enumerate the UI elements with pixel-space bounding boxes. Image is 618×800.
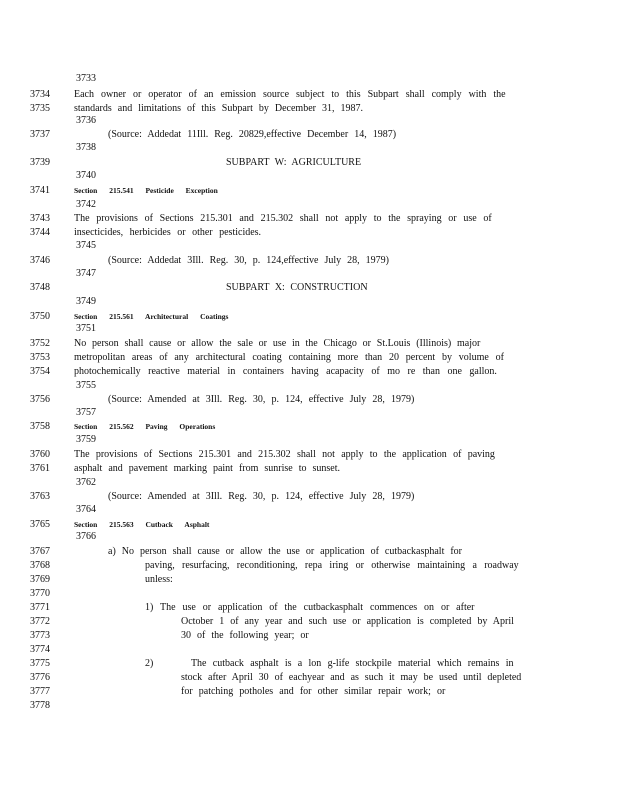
line-number: 3775 (30, 658, 50, 669)
line-text: 2) The cutback asphalt is a lon g-life stockpile material which remains in (145, 658, 514, 669)
document-line (0, 420, 618, 434)
document-line (0, 448, 618, 462)
document-line (0, 503, 618, 517)
line-number: 3777 (30, 686, 50, 697)
document-line (0, 267, 618, 281)
line-text: paving, resurfacing, reconditioning, repa iring or otherwise maintaining a roadway (145, 560, 519, 571)
document-line (0, 337, 618, 351)
blank-line-number: 3747 (76, 268, 96, 279)
line-number: 3735 (30, 103, 50, 114)
line-number: 3750 (30, 311, 50, 322)
line-number: 3765 (30, 519, 50, 530)
line-number: 3734 (30, 89, 50, 100)
line-text: The provisions of Sections 215.301 and 215.302 shall not apply to the spraying or use of (74, 213, 492, 224)
document-line (0, 156, 618, 170)
line-number: 3743 (30, 213, 50, 224)
blank-line-number: 3745 (76, 240, 96, 251)
blank-line-number: 3738 (76, 142, 96, 153)
blank-line-number: 3749 (76, 296, 96, 307)
blank-line-number: 3755 (76, 380, 96, 391)
line-number: 3748 (30, 282, 50, 293)
blank-line-number: 3742 (76, 199, 96, 210)
line-text: October 1 of any year and such use or application is completed by April (181, 616, 514, 627)
line-number: 3772 (30, 616, 50, 627)
document-line (0, 212, 618, 226)
document-line (0, 545, 618, 559)
document-line (0, 184, 618, 198)
line-number: 3739 (30, 157, 50, 168)
document-line (0, 587, 618, 601)
line-number: 3763 (30, 491, 50, 502)
document-line (0, 462, 618, 476)
blank-line-number: 3762 (76, 477, 96, 488)
document-line (0, 114, 618, 128)
document-line (0, 559, 618, 573)
document-line (0, 239, 618, 253)
document-line (0, 643, 618, 657)
line-number: 3741 (30, 185, 50, 196)
line-number: 3776 (30, 672, 50, 683)
line-number: 3752 (30, 338, 50, 349)
line-text: asphalt and pavement marking paint from sunrise to sunset. (74, 463, 341, 474)
document-line (0, 476, 618, 490)
line-text: for patching potholes and for other similar repair work; or (181, 686, 446, 697)
line-number: 3769 (30, 574, 50, 585)
line-number: 3767 (30, 546, 50, 557)
line-text: (Source: Amended at 3Ill. Reg. 30, p. 124, effective July 28, 1979) (108, 491, 415, 502)
document-line (0, 198, 618, 212)
line-number: 3770 (30, 588, 50, 599)
document-line (0, 351, 618, 365)
blank-line-number: 3764 (76, 504, 96, 515)
blank-line-number: 3766 (76, 531, 96, 542)
document-line (0, 322, 618, 336)
line-text: (Source: Amended at 3Ill. Reg. 30, p. 124, effective July 28, 1979) (108, 394, 415, 405)
subpart-heading: SUBPART W: AGRICULTURE (226, 157, 362, 168)
line-text: No person shall cause or allow the sale or use in the Chicago or St.Louis (Illinois) major (74, 338, 481, 349)
document-line (0, 530, 618, 544)
line-text: insecticides, herbicides or other pesticides. (74, 227, 262, 238)
line-text: standards and limitations of this Subpart by December 31, 1987. (74, 103, 363, 114)
line-number: 3756 (30, 394, 50, 405)
line-text: photochemically reactive material in containers having acapacity of mo re than one gallon. (74, 366, 497, 377)
document-line (0, 601, 618, 615)
line-text: unless: (145, 574, 173, 585)
line-number: 3754 (30, 366, 50, 377)
line-text: metropolitan areas of any architectural coating containing more than 20 percent by volume of (74, 352, 504, 363)
document-line (0, 128, 618, 142)
document-line (0, 72, 618, 86)
blank-line-number: 3751 (76, 323, 96, 334)
line-number: 3737 (30, 129, 50, 140)
line-text: (Source: Addedat 11Ill. Reg. 20829,effective December 14, 1987) (108, 129, 397, 140)
document-line (0, 393, 618, 407)
document-line (0, 685, 618, 699)
line-number: 3778 (30, 700, 50, 711)
document-line (0, 406, 618, 420)
line-text: 1) The use or application of the cutbackasphalt commences on or after (145, 602, 475, 613)
blank-line-number: 3740 (76, 170, 96, 181)
document-line (0, 490, 618, 504)
section-heading: Section 215.562 Paving Operations (74, 422, 216, 431)
line-text: 30 of the following year; or (181, 630, 309, 641)
line-number: 3746 (30, 255, 50, 266)
document-line (0, 169, 618, 183)
line-text: a) No person shall cause or allow the use or application of cutbackasphalt for (108, 546, 463, 557)
document-line (0, 573, 618, 587)
document-line (0, 379, 618, 393)
blank-line-number: 3733 (76, 73, 96, 84)
line-number: 3758 (30, 421, 50, 432)
line-number: 3744 (30, 227, 50, 238)
document-line (0, 141, 618, 155)
section-heading: Section 215.563 Cutback Asphalt (74, 520, 210, 529)
document-line (0, 629, 618, 643)
document-line (0, 433, 618, 447)
document-line (0, 254, 618, 268)
line-text: stock after April 30 of eachyear and as such it may be used until depleted (181, 672, 522, 683)
line-text: Each owner or operator of an emission source subject to this Subpart shall comply with the (74, 89, 506, 100)
document-line (0, 699, 618, 713)
subpart-heading: SUBPART X: CONSTRUCTION (226, 282, 368, 293)
document-line (0, 671, 618, 685)
line-number: 3761 (30, 463, 50, 474)
blank-line-number: 3757 (76, 407, 96, 418)
line-text: The provisions of Sections 215.301 and 215.302 shall not apply to the application of paving (74, 449, 495, 460)
line-number: 3768 (30, 560, 50, 571)
blank-line-number: 3736 (76, 115, 96, 126)
line-text: (Source: Addedat 3Ill. Reg. 30, p. 124,effective July 28, 1979) (108, 255, 389, 266)
document-line (0, 295, 618, 309)
line-number: 3760 (30, 449, 50, 460)
line-number: 3753 (30, 352, 50, 363)
document-line (0, 88, 618, 102)
section-heading: Section 215.541 Pesticide Exception (74, 186, 218, 195)
line-number: 3773 (30, 630, 50, 641)
document-line (0, 365, 618, 379)
document-line (0, 657, 618, 671)
section-heading: Section 215.561 Architectural Coatings (74, 312, 229, 321)
line-number: 3774 (30, 644, 50, 655)
blank-line-number: 3759 (76, 434, 96, 445)
line-number: 3771 (30, 602, 50, 613)
document-line (0, 615, 618, 629)
document-line (0, 281, 618, 295)
document-line (0, 226, 618, 240)
